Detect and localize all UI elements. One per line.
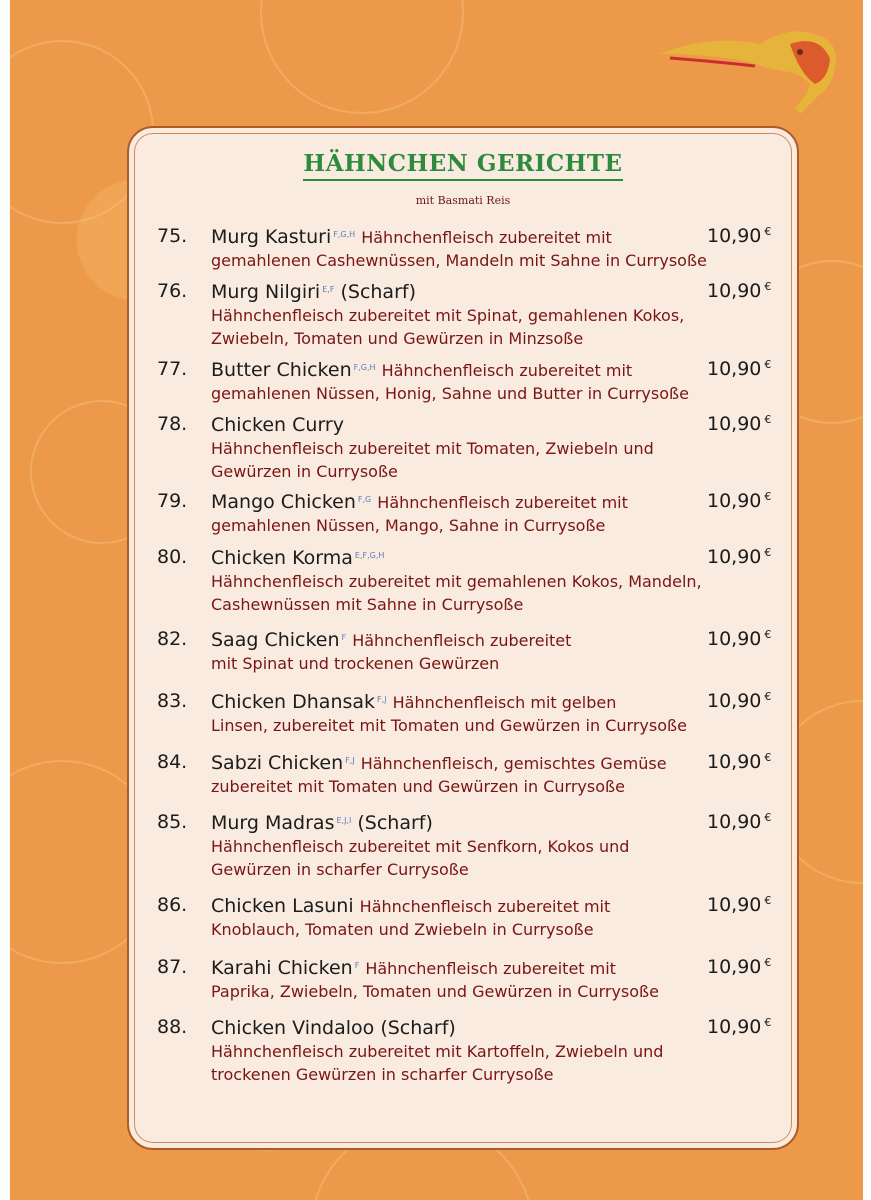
price-value: 10,90: [707, 546, 762, 568]
currency-symbol: €: [764, 690, 772, 703]
item-name-line: [211, 546, 711, 570]
item-description-inline: Hähnchenfleisch zubereitet mit: [377, 493, 628, 512]
price-value: 10,90: [707, 956, 762, 978]
allergen-codes: F: [354, 961, 360, 970]
item-description-inline: Hähnchenfleisch mit gelben: [392, 693, 617, 712]
price-value: 10,90: [707, 894, 762, 916]
ornament-swirl: [260, 0, 464, 114]
currency-symbol: €: [764, 628, 772, 641]
elephant-logo: [650, 14, 850, 124]
item-name: Murg Madras: [211, 812, 335, 834]
item-description-inline: Hähnchenfleisch zubereitet mit: [381, 361, 633, 380]
currency-symbol: €: [764, 811, 772, 824]
item-description: Hähnchenfleisch zubereitet mit Spinat, gemahlenen Kokos, Zwiebeln, Tomaten und Gewürzen in Minzsoße: [211, 306, 685, 348]
item-description: mit Spinat und trockenen Gewürzen: [211, 654, 500, 673]
allergen-codes: F,J: [377, 695, 387, 704]
currency-symbol: €: [764, 358, 772, 371]
item-price: [707, 225, 771, 247]
item-description: Hähnchenfleisch zubereitet mit Senfkorn, Kokos und Gewürzen in scharfer Currysoße: [211, 837, 630, 879]
spice-note: (Scharf): [380, 1017, 456, 1039]
price-value: 10,90: [707, 751, 762, 773]
currency-symbol: €: [764, 956, 772, 969]
price-value: 10,90: [707, 628, 762, 650]
price-value: 10,90: [707, 280, 762, 302]
item-number: 75.: [157, 225, 188, 247]
item-price: [707, 956, 771, 978]
item-name-line: [211, 1016, 711, 1040]
item-number: 80.: [157, 546, 188, 568]
item-name: Mango Chicken: [211, 491, 356, 513]
item-name: Butter Chicken: [211, 359, 352, 381]
allergen-codes: F: [341, 633, 347, 642]
item-number: 87.: [157, 956, 188, 978]
spice-note: (Scharf): [340, 281, 416, 303]
item-name-line: [211, 490, 711, 515]
currency-symbol: €: [764, 280, 772, 293]
item-number: 84.: [157, 751, 188, 773]
item-description: Hähnchenfleisch zubereitet mit Kartoffeln, Zwiebeln und trockenen Gewürzen in scharfer Currysoße: [211, 1042, 664, 1084]
item-name: Murg Kasturi: [211, 226, 332, 248]
item-description: gemahlenen Cashewnüssen, Mandeln mit Sahne in Currysoße: [211, 251, 707, 270]
item-number: 82.: [157, 628, 188, 650]
item-price: [707, 628, 771, 650]
item-name-line: [211, 956, 711, 981]
item-number: 83.: [157, 690, 188, 712]
item-description-inline: Hähnchenfleisch zubereitet mit: [359, 897, 611, 916]
item-price: [707, 690, 771, 712]
allergen-codes: E,F,G,H: [354, 551, 385, 560]
item-number: 86.: [157, 894, 188, 916]
item-description: Linsen, zubereitet mit Tomaten und Gewürzen in Currysoße: [211, 716, 687, 735]
section-title: HÄHNCHEN GERICHTE: [129, 150, 797, 177]
item-price: [707, 280, 771, 302]
item-price: [707, 751, 771, 773]
item-description: zubereitet mit Tomaten und Gewürzen in Currysoße: [211, 777, 625, 796]
item-name: Chicken Korma: [211, 547, 353, 569]
price-value: 10,90: [707, 358, 762, 380]
item-description: gemahlenen Nüssen, Mango, Sahne in Currysoße: [211, 516, 606, 535]
item-name-line: [211, 751, 711, 776]
item-name: Saag Chicken: [211, 629, 340, 651]
item-number: 79.: [157, 490, 188, 512]
item-name-line: [211, 358, 711, 383]
item-description: Knoblauch, Tomaten und Zwiebeln in Currysoße: [211, 920, 594, 939]
allergen-codes: F,J: [345, 756, 355, 765]
allergen-codes: F,G,H: [353, 363, 376, 372]
item-description-inline: Hähnchenfleisch zubereitet: [352, 631, 572, 650]
item-price: [707, 1016, 771, 1038]
item-price: [707, 413, 771, 435]
item-price: [707, 811, 771, 833]
item-name: Chicken Curry: [211, 414, 344, 436]
allergen-codes: E,J,I: [336, 816, 352, 825]
currency-symbol: €: [764, 894, 772, 907]
menu-card: [127, 126, 799, 1150]
price-value: 10,90: [707, 413, 762, 435]
item-number: 76.: [157, 280, 188, 302]
item-description-inline: Hähnchenfleisch, gemischtes Gemüse: [360, 754, 667, 773]
spice-note: (Scharf): [357, 812, 433, 834]
currency-symbol: €: [764, 225, 772, 238]
currency-symbol: €: [764, 413, 772, 426]
currency-symbol: €: [764, 1016, 772, 1029]
price-value: 10,90: [707, 490, 762, 512]
item-price: [707, 894, 771, 916]
item-name-line: [211, 628, 711, 653]
item-name: Chicken Lasuni: [211, 895, 354, 917]
price-value: 10,90: [707, 1016, 762, 1038]
item-name-line: [211, 225, 711, 250]
item-number: 85.: [157, 811, 188, 833]
item-description-inline: Hähnchenfleisch zubereitet mit: [361, 228, 612, 247]
item-name: Sabzi Chicken: [211, 752, 344, 774]
item-number: 78.: [157, 413, 188, 435]
item-description: Hähnchenfleisch zubereitet mit Tomaten, Zwiebeln und Gewürzen in Currysoße: [211, 439, 654, 481]
item-name-line: [211, 811, 711, 835]
item-description: Paprika, Zwiebeln, Tomaten und Gewürzen in Currysoße: [211, 982, 659, 1001]
item-description: gemahlenen Nüssen, Honig, Sahne und Butter in Currysoße: [211, 384, 689, 403]
currency-symbol: €: [764, 490, 772, 503]
item-number: 77.: [157, 358, 188, 380]
item-name: Karahi Chicken: [211, 957, 353, 979]
item-price: [707, 358, 771, 380]
item-price: [707, 490, 771, 512]
menu-page-background: [10, 0, 863, 1200]
item-name-line: [211, 894, 711, 919]
item-price: [707, 546, 771, 568]
item-name: Murg Nilgiri: [211, 281, 321, 303]
allergen-codes: E,F: [322, 285, 335, 294]
currency-symbol: €: [764, 546, 772, 559]
allergen-codes: F,G,H: [333, 230, 356, 239]
item-name-line: [211, 413, 711, 437]
price-value: 10,90: [707, 811, 762, 833]
item-number: 88.: [157, 1016, 188, 1038]
item-name-line: [211, 280, 711, 304]
section-subtitle: mit Basmati Reis: [415, 194, 511, 207]
allergen-codes: F,G: [357, 495, 372, 504]
price-value: 10,90: [707, 225, 762, 247]
item-description-inline: Hähnchenfleisch zubereitet mit: [365, 959, 616, 978]
item-description: Hähnchenfleisch zubereitet mit gemahlenen Kokos, Mandeln, Cashewnüssen mit Sahne in Currysoße: [211, 572, 702, 614]
currency-symbol: €: [764, 751, 772, 764]
item-name-line: [211, 690, 711, 715]
price-value: 10,90: [707, 690, 762, 712]
item-name: Chicken Dhansak: [211, 691, 376, 713]
item-name: Chicken Vindaloo: [211, 1017, 375, 1039]
